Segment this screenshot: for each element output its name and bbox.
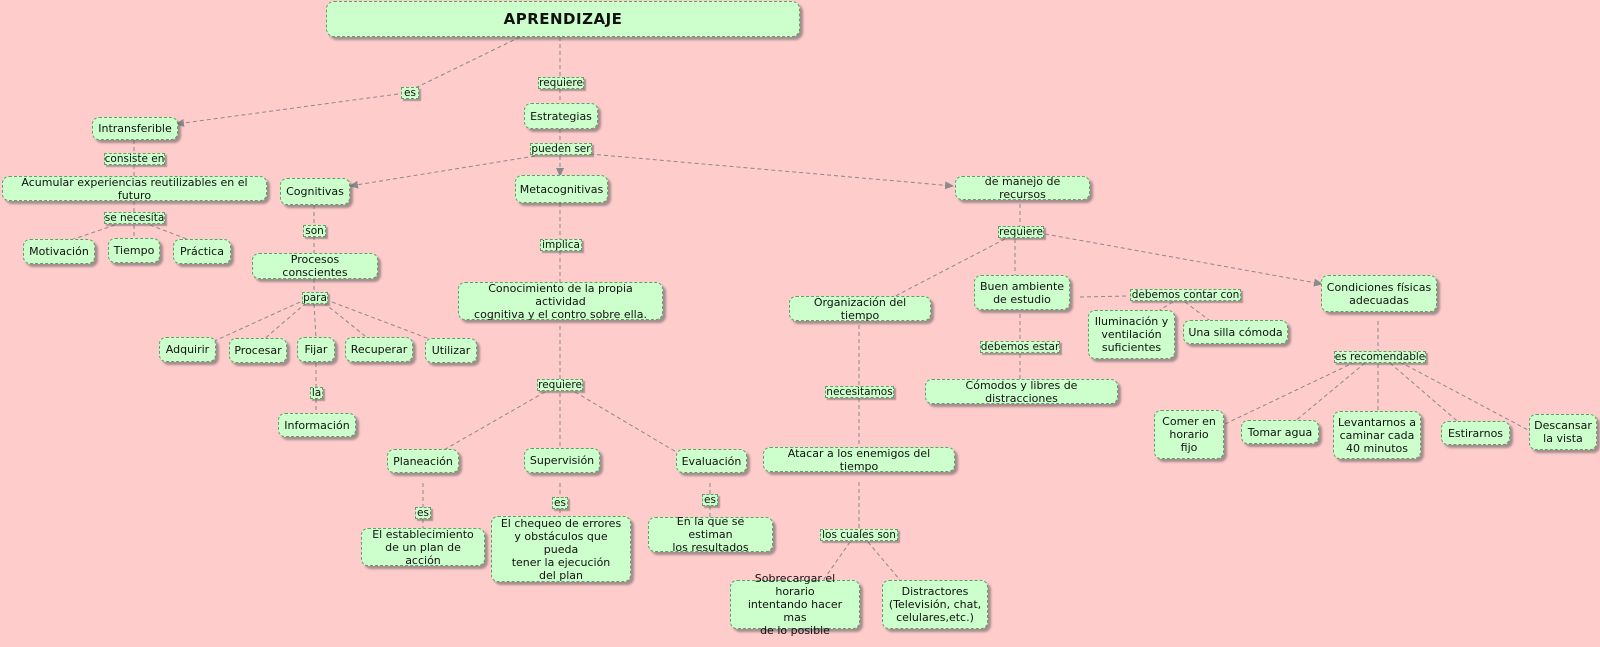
concept-utilizar: Utilizar	[425, 338, 477, 363]
concept-planeacion: Planeación	[387, 449, 459, 473]
link-es: es	[401, 87, 419, 99]
concept-motivacion: Motivación	[23, 239, 95, 264]
link-requiere-recursos: requiere	[999, 226, 1043, 238]
concept-supervision: Supervisión	[524, 448, 600, 473]
link-para: para	[303, 292, 327, 304]
concept-chequeo-errores: El chequeo de errores y obstáculos que pueda tener la ejecución del plan	[491, 516, 631, 582]
link-debemos-estar: debemos estar	[980, 341, 1060, 353]
edge-title-es	[409, 37, 520, 91]
concept-buen-ambiente: Buen ambiente de estudio	[974, 275, 1070, 310]
link-pueden-ser: pueden ser	[531, 143, 591, 155]
main-concept-aprendizaje: APRENDIZAJE	[326, 1, 800, 37]
concept-condiciones-fisicas: Condiciones físicas adecuadas	[1321, 275, 1437, 312]
concept-organizacion-tiempo: Organización del tiempo	[789, 296, 931, 321]
concept-atacar-enemigos: Atacar a los enemigos del tiempo	[763, 447, 955, 472]
edge-para-procesar	[262, 303, 306, 341]
link-es-evaluacion: es	[702, 494, 718, 506]
concept-plan-de-accion: El establecimiento de un plan de acción	[361, 528, 485, 566]
edge-buenambiente-debemoscontar	[1080, 296, 1128, 297]
concept-intransferible: Intransferible	[92, 117, 178, 140]
link-es-recomendable: es recomendable	[1334, 351, 1426, 363]
link-son: son	[303, 225, 326, 237]
concept-fijar: Fijar	[297, 337, 335, 362]
concept-levantarnos: Levantarnos a caminar cada 40 minutos	[1333, 411, 1421, 459]
concept-procesos-conscientes: Procesos conscientes	[252, 253, 378, 279]
concept-estirarnos: Estirarnos	[1441, 421, 1510, 445]
concept-comodos-libres: Cómodos y libres de distracciones	[925, 379, 1118, 404]
link-implica: implica	[540, 239, 582, 251]
concept-practica: Práctica	[173, 239, 231, 264]
concept-comer-horario: Comer en horario fijo	[1154, 410, 1224, 459]
concept-procesar: Procesar	[229, 338, 287, 363]
concept-manejo-recursos: de manejo de recursos	[955, 176, 1090, 200]
link-se-necesita: se necesita	[104, 212, 165, 224]
concept-distractores: Distractores (Televisión, chat, celulares,etc.)	[882, 580, 988, 629]
concept-iluminacion: Iluminación y ventilación suficientes	[1088, 310, 1175, 359]
link-consiste-en: consiste en	[104, 153, 165, 165]
concept-metacognitivas: Metacognitivas	[515, 175, 608, 203]
link-necesitamos: necesitamos	[826, 386, 893, 398]
edge-para-recuperar	[324, 303, 370, 340]
edge-requiere-condiciones	[1045, 234, 1322, 284]
link-los-cuales-son: los cuales son	[820, 529, 898, 541]
concept-acumular-experiencias: Acumular experiencias reutilizables en el futuro	[2, 176, 267, 201]
concept-estrategias: Estrategias	[524, 103, 598, 129]
concept-sobrecargar-horario: Sobrecargar el horario intentando hacer mas de lo posible	[730, 580, 860, 629]
concept-evaluacion: Evaluación	[676, 449, 747, 473]
concept-tiempo: Tiempo	[108, 238, 160, 263]
edge-para-adquirir	[210, 302, 300, 343]
edge-es-intransferible	[176, 94, 398, 124]
edge-puedenser-cognitivas	[350, 156, 535, 186]
link-requiere-meta: requiere	[538, 379, 582, 391]
link-requiere: requiere	[539, 77, 583, 89]
concept-conocimiento: Conocimiento de la propia actividad cognitiva y el contro sobre ella.	[458, 282, 663, 320]
concept-informacion: Información	[278, 413, 356, 437]
concept-tomar-agua: Tomar agua	[1241, 420, 1319, 444]
link-es-supervision: es	[552, 497, 568, 509]
concept-silla-comoda: Una silla cómoda	[1183, 320, 1288, 344]
concept-cognitivas: Cognitivas	[280, 178, 350, 205]
concept-adquirir: Adquirir	[159, 337, 216, 362]
edge-para-fijar	[314, 304, 316, 338]
link-es-planeacion: es	[415, 507, 431, 519]
concept-descansar-vista: Descansar la vista	[1529, 414, 1597, 450]
concept-recuperar: Recuperar	[345, 337, 413, 362]
concept-estiman-resultados: En la que se estiman los resultados	[648, 517, 773, 552]
edge-puedenser-manejo	[590, 154, 953, 186]
link-debemos-contar-con: debemos contar con	[1131, 289, 1240, 301]
link-la: la	[311, 387, 322, 399]
